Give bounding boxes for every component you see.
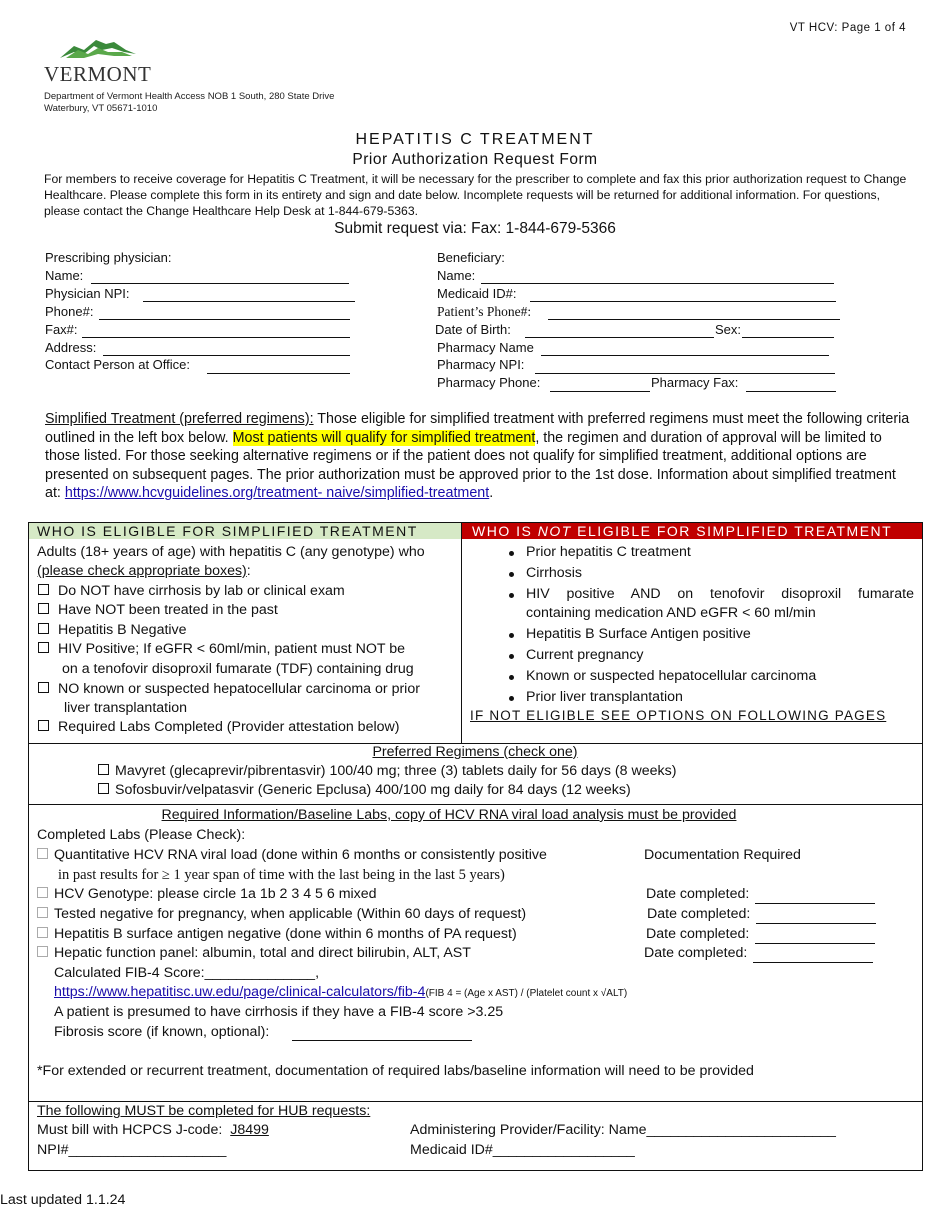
date-completed-pregnancy-field[interactable]: [756, 922, 876, 924]
not-eligible-item: HIV positive AND on tenofovir disoproxil fumarate: [526, 586, 914, 602]
hub-heading: The following MUST be completed for HUB requests:: [37, 1103, 371, 1119]
checkbox-pregnancy[interactable]: [37, 907, 48, 918]
eligible-header: WHO IS ELIGIBLE FOR SIMPLIFIED TREATMENT: [29, 523, 461, 539]
lab-hepatic[interactable]: Hepatic function panel: albumin, total and direct bilirubin, ALT, AST: [37, 944, 471, 964]
sex-field[interactable]: [742, 336, 834, 338]
simplified-text-1: Those eligible for simplified treatment with preferred regimens must meet the following criteria outlined in the left box below.: [45, 411, 910, 446]
checkbox-no-carcinoma[interactable]: [38, 682, 49, 693]
not-eligible-item: Prior liver transplantation: [526, 689, 683, 705]
bullet-icon: [509, 654, 514, 659]
checkbox-hep-b[interactable]: [37, 927, 48, 938]
prescriber-fax-label: Fax#:: [45, 322, 78, 337]
checkbox-hep-b-negative[interactable]: [38, 623, 49, 634]
prescriber-phone-label: Phone#:: [45, 304, 94, 319]
hcpcs-code: J8499: [230, 1122, 269, 1138]
pharmacy-fax-field[interactable]: [746, 390, 836, 392]
last-updated: Last updated 1.1.24: [0, 1192, 126, 1208]
pharmacy-name-field[interactable]: [541, 354, 829, 356]
prescriber-address-field[interactable]: [103, 354, 350, 356]
regimen-option-mavyret[interactable]: Mavyret (glecaprevir/pibrentasvir) 100/40 mg; three (3) tablets daily for 56 days (8 weeks): [98, 762, 676, 782]
eligible-intro-line-1: Adults (18+ years of age) with hepatitis C (any genotype) who: [37, 544, 425, 560]
fib4-formula: (FIB 4 = (Age x AST) / (Platelet count x √ALT): [425, 988, 628, 999]
fib4-score: Calculated FIB-4 Score:______________,: [54, 965, 320, 981]
form-title: HEPATITIS C TREATMENT: [355, 131, 595, 148]
not-eligible-item: Cirrhosis: [526, 565, 582, 581]
vermont-logo-text: VERMONT: [44, 62, 152, 86]
eligible-item-5-cont: liver transplantation: [64, 700, 188, 716]
simplified-treatment-heading: Simplified Treatment (preferred regimens):: [45, 411, 314, 427]
prescriber-contact-field[interactable]: [207, 372, 350, 374]
prescriber-name-label: Name:: [45, 268, 84, 283]
hub-npi-field[interactable]: NPI#____________________: [37, 1142, 227, 1158]
fibrosis-score-field[interactable]: [292, 1039, 472, 1041]
checkbox-required-labs[interactable]: [38, 720, 49, 731]
lab-rna-cont: in past results for ≥ 1 year span of time with the last being in the last 5 years): [58, 867, 505, 883]
labs-completed-label: Completed Labs (Please Check):: [37, 827, 246, 843]
prescriber-phone-field[interactable]: [99, 318, 350, 320]
prescriber-heading: Prescribing physician:: [45, 250, 172, 265]
prescriber-npi-label: Physician NPI:: [45, 286, 130, 301]
bullet-icon: [509, 572, 514, 577]
fib4-line: [54, 983, 627, 1004]
checkbox-not-treated[interactable]: [38, 603, 49, 614]
bullet-icon: [509, 551, 514, 556]
checkbox-hepatic[interactable]: [37, 946, 48, 957]
eligible-item-2[interactable]: Have NOT been treated in the past: [38, 601, 278, 621]
intro-paragraph: For members to receive coverage for Hepatitis C Treatment, it will be necessary for the prescriber to complete and fax this prior authorization request to Change Healthcare. Please complete this form in its entirety and sign and date below. Incomplete requests will be returned for additional information. For questions, please contact the Change Healthcare Help Desk at 1-844-679-5363.: [44, 172, 907, 218]
date-of-birth-label: Date of Birth:: [435, 322, 511, 337]
eligible-item-1[interactable]: Do NOT have cirrhosis by lab or clinical exam: [38, 582, 345, 602]
hub-medicaid-field[interactable]: Medicaid ID#__________________: [410, 1142, 635, 1158]
eligible-item-6[interactable]: Required Labs Completed (Provider attestation below): [38, 718, 399, 738]
beneficiary-name-field[interactable]: [481, 282, 834, 284]
eligible-item-5[interactable]: NO known or suspected hepatocellular carcinoma or prior: [38, 680, 420, 700]
checkbox-genotype[interactable]: [37, 887, 48, 898]
prescriber-address-label: Address:: [45, 340, 97, 355]
fib4-calculator-link[interactable]: https://www.hepatitisc.uw.edu/page/clinical-calculators/fib-4: [54, 984, 426, 1000]
administering-provider-field[interactable]: Administering Provider/Facility: Name________________________: [410, 1122, 836, 1138]
beneficiary-heading: Beneficiary:: [437, 250, 505, 265]
not-eligible-item: Prior hepatitis C treatment: [526, 544, 691, 560]
fax-instruction: Submit request via: Fax: 1-844-679-5366: [334, 220, 616, 237]
address-line-1: Department of Vermont Health Access NOB 1 South, 280 State Drive: [44, 91, 335, 102]
not-eligible-footer: IF NOT ELIGIBLE SEE OPTIONS ON FOLLOWING PAGES: [470, 708, 887, 723]
prescriber-contact-label: Contact Person at Office:: [45, 357, 190, 372]
prescriber-fax-field[interactable]: [82, 336, 350, 338]
patient-phone-label: Patient’s Phone#:: [437, 304, 532, 319]
date-completed-hepatic-field[interactable]: [753, 961, 873, 963]
simplified-text-2: , the regimen and duration of approval will be limited to those listed. For those seeking alternative regimens or if the patient does not qualify for simplified treatment, additional options are presented on subsequent pages. The prior authorization must be approved prior to the 1st dose. Information about simplified treatment at:: [45, 429, 896, 501]
cirrhosis-presumed: A patient is presumed to have cirrhosis if they have a FIB-4 score >3.25: [54, 1004, 504, 1020]
regimens-heading: Preferred Regimens (check one): [372, 744, 578, 760]
checkbox-rna[interactable]: [37, 848, 48, 859]
checkbox-no-cirrhosis[interactable]: [38, 584, 49, 595]
pharmacy-npi-field[interactable]: [535, 372, 835, 374]
date-completed-label: Date completed:: [644, 945, 748, 961]
not-eligible-item: Hepatitis B Surface Antigen positive: [526, 626, 751, 642]
form-subtitle: Prior Authorization Request Form: [352, 151, 598, 168]
eligibility-divider: [461, 522, 462, 744]
date-completed-hep-b-field[interactable]: [755, 942, 875, 944]
lab-rna[interactable]: Quantitative HCV RNA viral load (done within 6 months or consistently positive: [37, 846, 547, 866]
prescriber-npi-field[interactable]: [143, 300, 355, 302]
beneficiary-name-label: Name:: [437, 268, 476, 283]
date-of-birth-field[interactable]: [525, 336, 714, 338]
eligible-item-4-cont: on a tenofovir disoproxil fumarate (TDF) containing drug: [62, 661, 414, 677]
bullet-icon: [509, 593, 514, 598]
hcv-guidelines-link[interactable]: https://www.hcvguidelines.org/treatment- naive/simplified-treatment: [64, 485, 490, 501]
not-eligible-header: WHO IS NOT ELIGIBLE FOR SIMPLIFIED TREATMENT: [462, 523, 922, 539]
fibrosis-score-label: Fibrosis score (if known, optional):: [54, 1024, 270, 1040]
hcpcs-line: Must bill with HCPCS J-code: J8499: [37, 1121, 273, 1141]
checkbox-sofosbuvir[interactable]: [98, 783, 109, 794]
simplified-text-end: .: [489, 485, 494, 501]
lab-hep-b[interactable]: Hepatitis B surface antigen negative (done within 6 months of PA request): [37, 925, 517, 945]
regimen-option-sofosbuvir[interactable]: Sofosbuvir/velpatasvir (Generic Epclusa) 400/100 mg daily for 84 days (12 weeks): [98, 781, 631, 801]
eligible-intro-line-2: (please check appropriate boxes):: [37, 563, 251, 579]
simplified-highlight: Most patients will qualify for simplified treatment: [232, 429, 536, 446]
date-completed-label: Date completed:: [647, 906, 751, 922]
address-line-2: Waterbury, VT 05671-1010: [44, 103, 158, 114]
pharmacy-phone-label: Pharmacy Phone:: [437, 375, 541, 390]
documentation-required: Documentation Required: [644, 847, 801, 863]
medicaid-id-field[interactable]: [530, 300, 836, 302]
checkbox-mavyret[interactable]: [98, 764, 109, 775]
date-completed-label: Date completed:: [646, 886, 750, 902]
pharmacy-phone-field[interactable]: [550, 390, 650, 392]
bullet-icon: [509, 696, 514, 701]
not-eligible-item: Known or suspected hepatocellular carcinoma: [526, 668, 817, 684]
lab-pregnancy[interactable]: Tested negative for pregnancy, when applicable (Within 60 days of request): [37, 905, 526, 925]
pharmacy-fax-label: Pharmacy Fax:: [651, 375, 739, 390]
page-number-label: VT HCV: Page 1 of 4: [789, 22, 906, 34]
not-eligible-item: Current pregnancy: [526, 647, 644, 663]
eligible-item-4[interactable]: HIV Positive; If eGFR < 60ml/min, patient must NOT be: [38, 640, 405, 660]
pharmacy-npi-label: Pharmacy NPI:: [437, 357, 525, 372]
medicaid-id-label: Medicaid ID#:: [437, 286, 517, 301]
checkbox-hiv-positive[interactable]: [38, 642, 49, 653]
sex-label: Sex:: [715, 322, 742, 337]
date-completed-label: Date completed:: [646, 926, 750, 942]
pharmacy-name-label: Pharmacy Name: [437, 340, 534, 355]
patient-phone-field[interactable]: [548, 318, 840, 320]
bullet-icon: [509, 633, 514, 638]
not-eligible-item-cont: containing medication AND eGFR < 60 ml/min: [526, 605, 816, 621]
date-completed-genotype-field[interactable]: [755, 902, 875, 904]
bullet-icon: [509, 675, 514, 680]
prescriber-name-field[interactable]: [91, 282, 349, 284]
extended-treatment-note: *For extended or recurrent treatment, documentation of required labs/baseline information will need to be provided: [37, 1063, 754, 1079]
labs-heading: Required Information/Baseline Labs, copy of HCV RNA viral load analysis must be provided: [161, 807, 737, 823]
simplified-treatment-paragraph: [45, 410, 915, 503]
lab-genotype[interactable]: HCV Genotype: please circle 1a 1b 2 3 4 5 6 mixed: [37, 885, 377, 905]
eligible-item-3[interactable]: Hepatitis B Negative: [38, 621, 187, 641]
